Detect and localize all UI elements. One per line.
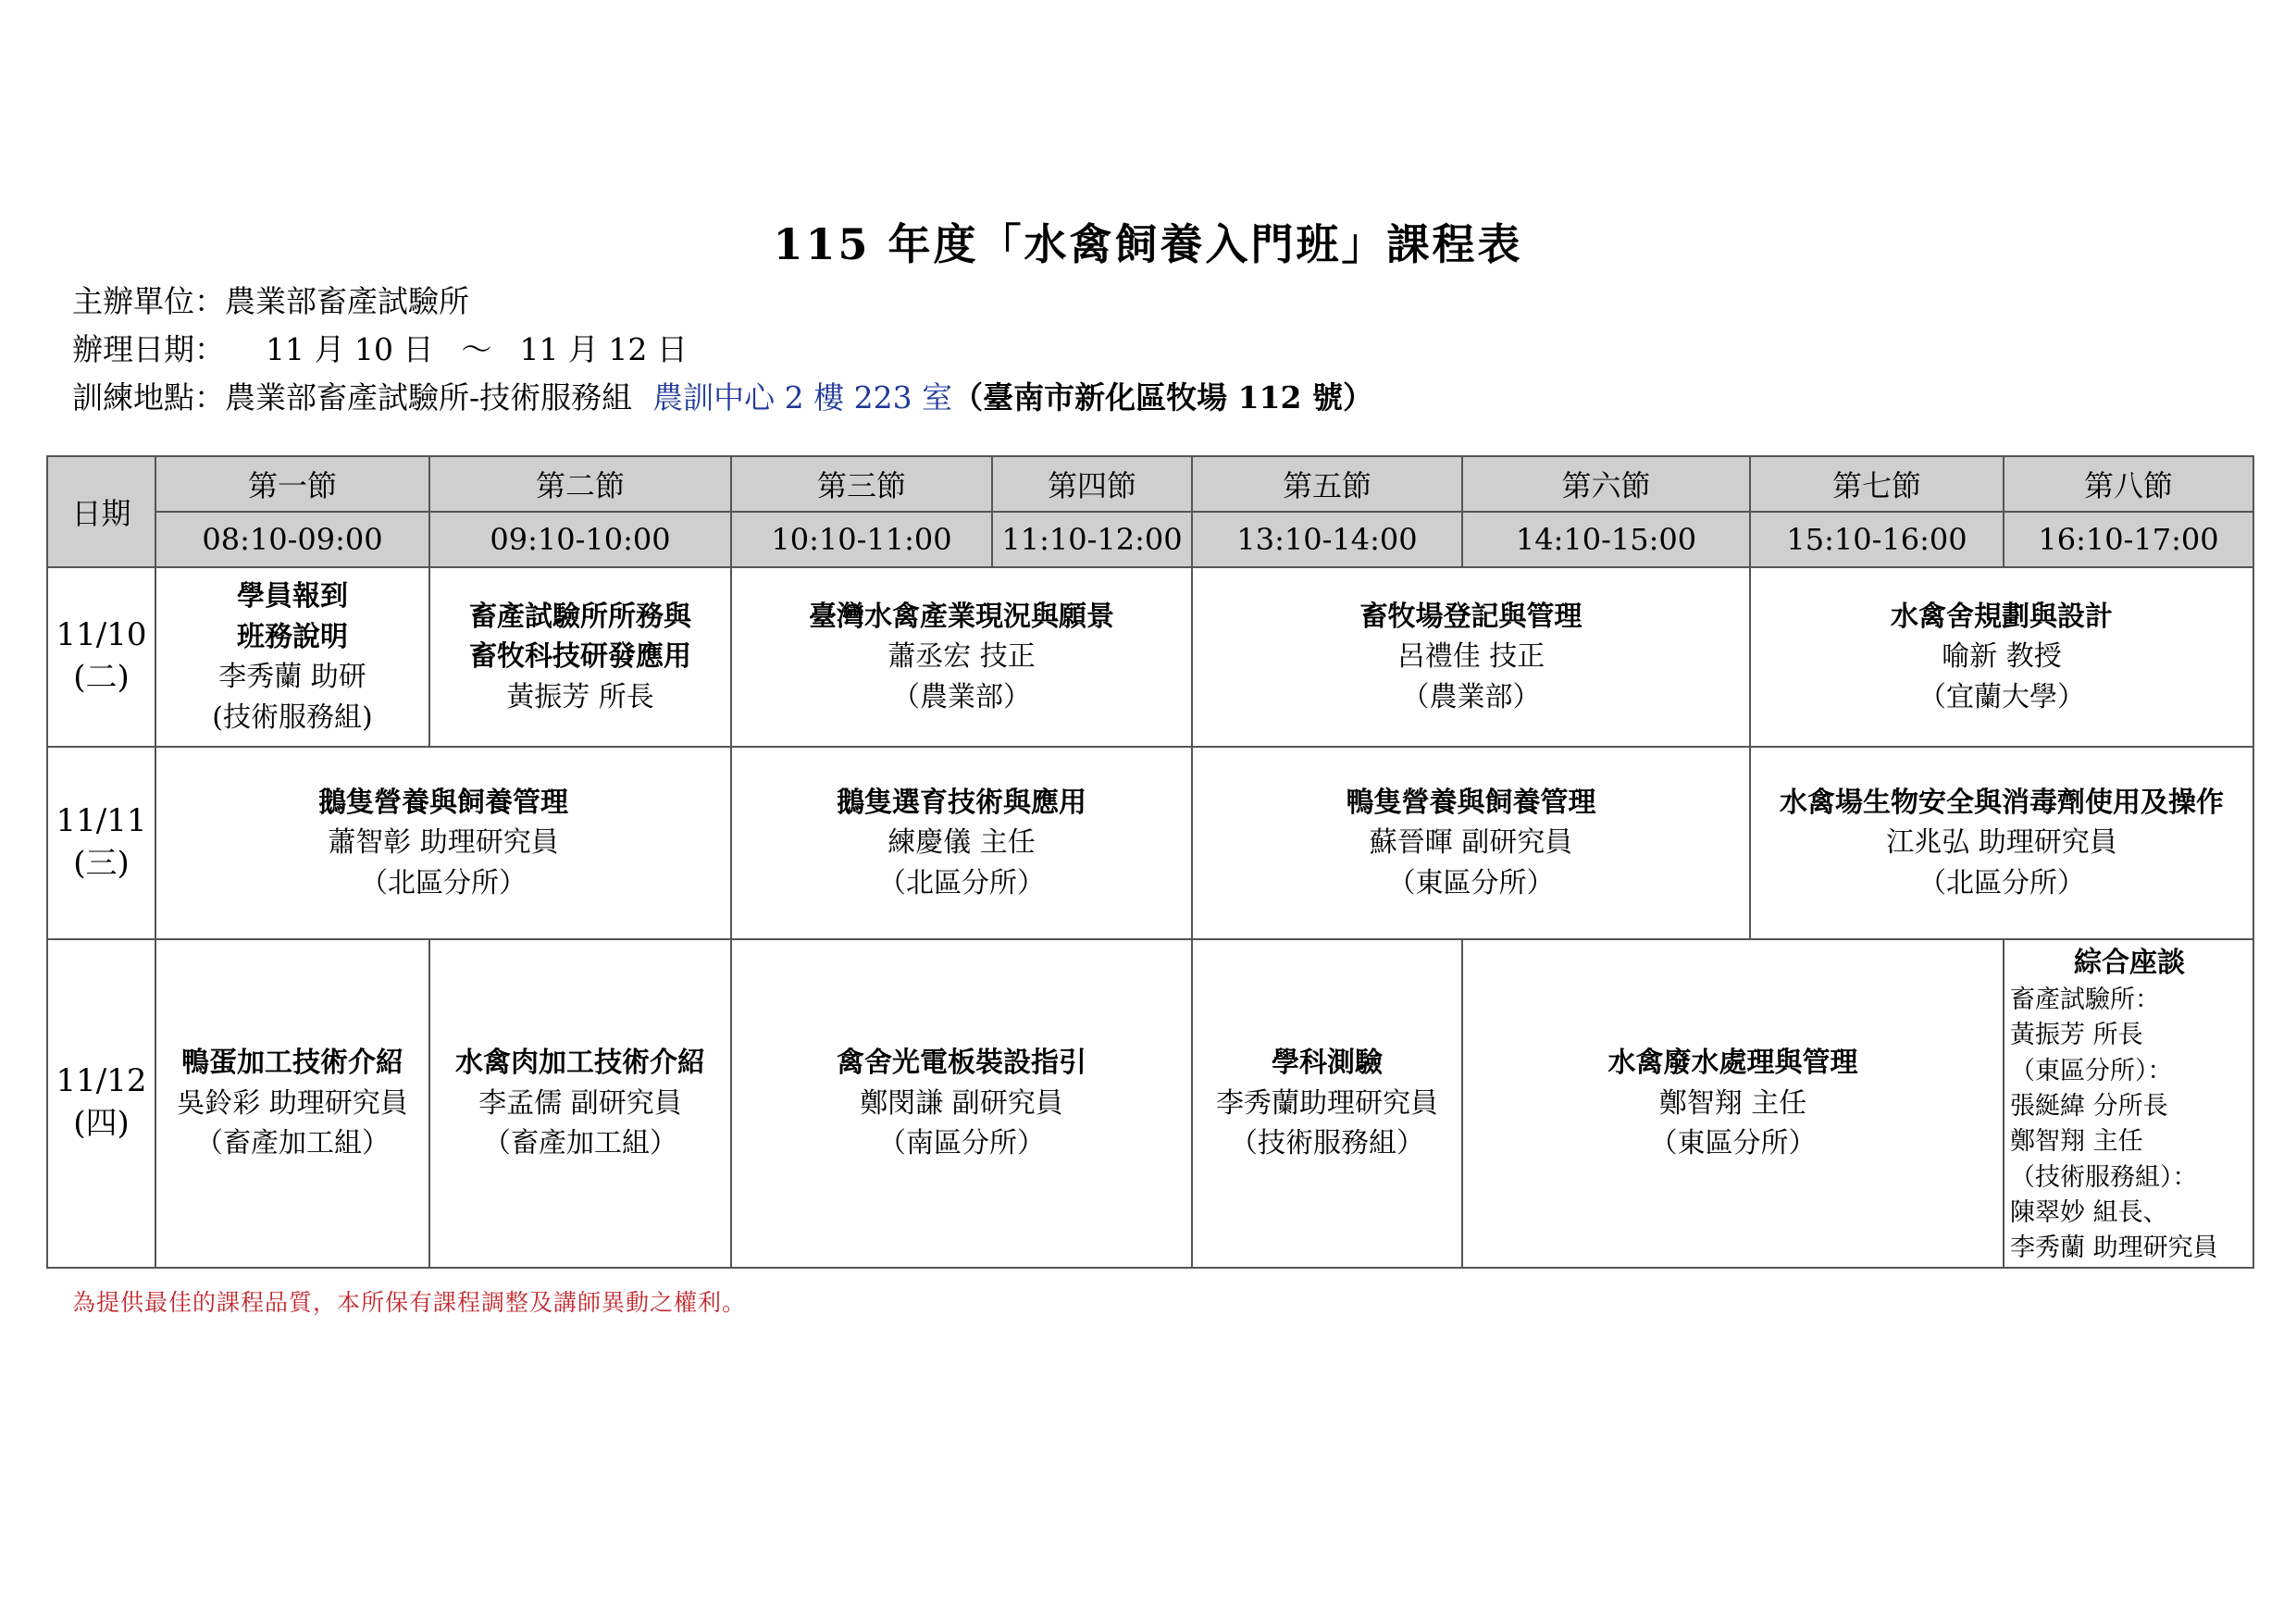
session-title: 班務說明: [237, 620, 348, 653]
venue-address: （臺南市新化區牧場 112 號）: [952, 379, 1373, 415]
session-unit: （南區分所）: [878, 1127, 1045, 1160]
session-unit: （技術服務組）: [1230, 1127, 1424, 1160]
day-weekday: (二): [73, 659, 130, 696]
session-instructor: 江兆弘 助理研究員: [1886, 826, 2117, 860]
session-unit: （農業部）: [892, 680, 1031, 713]
session-unit: （北區分所）: [878, 866, 1045, 899]
course-schedule-table: [46, 455, 2254, 1269]
period-name: 第三節: [731, 456, 992, 512]
venue-line: [72, 374, 1373, 417]
footnote: 為提供最佳的課程品質，本所保有課程調整及講師異動之權利。: [72, 1289, 747, 1316]
session-title: 水禽舍規劃與設計: [1891, 600, 2113, 633]
page-title: 115 年度「水禽飼養入門班」課程表: [773, 219, 1523, 269]
session-title: 水禽場生物安全與消毒劑使用及操作: [1780, 786, 2224, 819]
venue-main: 農業部畜產試驗所-技術服務組: [225, 379, 633, 415]
period-name: 第二節: [429, 456, 731, 512]
session-title: 畜產試驗所所務與: [469, 600, 691, 633]
session-instructor: 李秀蘭助理研究員: [1216, 1086, 1438, 1120]
period-name: 第四節: [992, 456, 1192, 512]
venue-room: 農訓中心 2 樓 223 室: [652, 379, 953, 415]
session-title: 鴨隻營養與飼養管理: [1346, 786, 1596, 819]
period-time: 09:10-10:00: [429, 512, 731, 567]
session-instructor: 蕭智彰 助理研究員: [328, 826, 559, 860]
session-unit: （畜產加工組）: [195, 1127, 390, 1160]
date-end: 11 月 12 日: [519, 331, 688, 367]
session-unit: （宜蘭大學）: [1918, 680, 2085, 713]
session-cell: [429, 939, 731, 1268]
panel-line: 黃振芳 所長: [2010, 1021, 2143, 1050]
period-name: 第一節: [155, 456, 429, 512]
panel-line: 畜產試驗所：: [2010, 986, 2160, 1014]
session-instructor: 黃振芳 所長: [506, 680, 654, 713]
session-cell: [155, 939, 429, 1268]
session-unit: （畜產加工組）: [483, 1127, 677, 1160]
session-title: 學科測驗: [1272, 1047, 1383, 1080]
session-title: 臺灣水禽產業現況與願景: [809, 600, 1114, 633]
session-title: 鵝隻選育技術與應用: [837, 786, 1086, 819]
day-date: 11/10: [56, 616, 147, 654]
period-time: 10:10-11:00: [731, 512, 992, 567]
session-title: 綜合座談: [2074, 947, 2185, 979]
day-date-cell: [47, 939, 155, 1268]
panel-discussion-cell: [2004, 939, 2253, 1268]
panel-line: 鄭智翔 主任: [2010, 1127, 2143, 1157]
organizer-line: [72, 278, 469, 321]
session-title: 禽舍光電板裝設指引: [837, 1047, 1086, 1080]
day-date-cell: [47, 567, 155, 747]
session-title: 水禽廢水處理與管理: [1607, 1047, 1858, 1080]
day-date: 11/12: [56, 1062, 147, 1100]
session-instructor: 蘇晉暉 副研究員: [1369, 826, 1573, 860]
period-time: 16:10-17:00: [2004, 512, 2253, 567]
dates-label: 辦理日期：: [72, 331, 225, 367]
panel-line: 張綖緯 分所長: [2010, 1091, 2168, 1121]
session-title: 鵝隻營養與飼養管理: [318, 786, 568, 819]
day-date: 11/11: [56, 802, 147, 840]
period-name: 第五節: [1192, 456, 1462, 512]
session-cell: [155, 567, 429, 747]
session-unit: (技術服務組): [212, 700, 373, 734]
session-instructor: 鄭閔謙 副研究員: [860, 1086, 1063, 1120]
session-cell: [429, 567, 731, 747]
day-weekday: (四): [73, 1105, 130, 1143]
venue-label: 訓練地點：: [72, 379, 225, 415]
date-column-header: 日期: [47, 456, 155, 567]
session-title: 畜牧科技研發應用: [469, 640, 691, 674]
period-time: 13:10-14:00: [1192, 512, 1462, 567]
session-cell: [731, 567, 1192, 747]
period-name: 第八節: [2004, 456, 2253, 512]
session-cell: [1750, 747, 2253, 939]
session-unit: （農業部）: [1401, 680, 1541, 713]
session-instructor: 鄭智翔 主任: [1658, 1086, 1807, 1120]
session-cell: [1192, 939, 1462, 1268]
period-name: 第七節: [1750, 456, 2004, 512]
period-time: 08:10-09:00: [155, 512, 429, 567]
session-cell: [731, 747, 1192, 939]
panel-line: （技術服務組）：: [2010, 1162, 2198, 1192]
session-instructor: 吳鈴彩 助理研究員: [177, 1086, 408, 1120]
panel-line: 陳翠妙 組長、: [2010, 1197, 2168, 1227]
period-name: 第六節: [1462, 456, 1750, 512]
date-start: 11 月 10 日: [266, 331, 434, 367]
dates-line: [72, 326, 688, 369]
session-cell: [1462, 939, 2004, 1268]
session-instructor: 喻新 教授: [1942, 640, 2062, 674]
period-time: 11:10-12:00: [992, 512, 1192, 567]
session-cell: [155, 747, 731, 939]
day-weekday: (三): [73, 845, 130, 882]
session-unit: （東區分所）: [1649, 1127, 1817, 1160]
table-row: [47, 747, 2253, 939]
session-title: 學員報到: [237, 580, 348, 613]
session-title: 畜牧場登記與管理: [1359, 600, 1582, 633]
header-row-times: [47, 512, 2253, 567]
session-cell: [1192, 747, 1750, 939]
session-instructor: 李秀蘭 助研: [218, 661, 366, 693]
session-title: 水禽肉加工技術介紹: [455, 1047, 705, 1080]
organizer-label: 主辦單位：: [72, 283, 225, 319]
panel-line: （東區分所）：: [2010, 1056, 2173, 1085]
session-instructor: 李孟儒 副研究員: [478, 1086, 682, 1120]
session-instructor: 練慶儀 主任: [887, 826, 1036, 860]
session-cell: [1750, 567, 2253, 747]
session-cell: [1192, 567, 1750, 747]
session-instructor: 蕭丞宏 技正: [887, 640, 1036, 674]
date-separator: ～: [461, 331, 492, 367]
panel-line: 李秀蘭 助理研究員: [2010, 1233, 2218, 1263]
period-time: 14:10-15:00: [1462, 512, 1750, 567]
period-time: 15:10-16:00: [1750, 512, 2004, 567]
session-cell: [731, 939, 1192, 1268]
session-unit: （東區分所）: [1387, 866, 1555, 899]
organizer-value: 農業部畜產試驗所: [225, 283, 469, 319]
day-date-cell: [47, 747, 155, 939]
header-row-periods: [47, 456, 2253, 512]
session-title: 鴨蛋加工技術介紹: [181, 1047, 403, 1080]
session-instructor: 呂禮佳 技正: [1396, 640, 1545, 674]
table-row: [47, 939, 2253, 1268]
table-row: [47, 567, 2253, 747]
session-unit: （北區分所）: [360, 866, 527, 899]
session-unit: （北區分所）: [1918, 866, 2085, 899]
